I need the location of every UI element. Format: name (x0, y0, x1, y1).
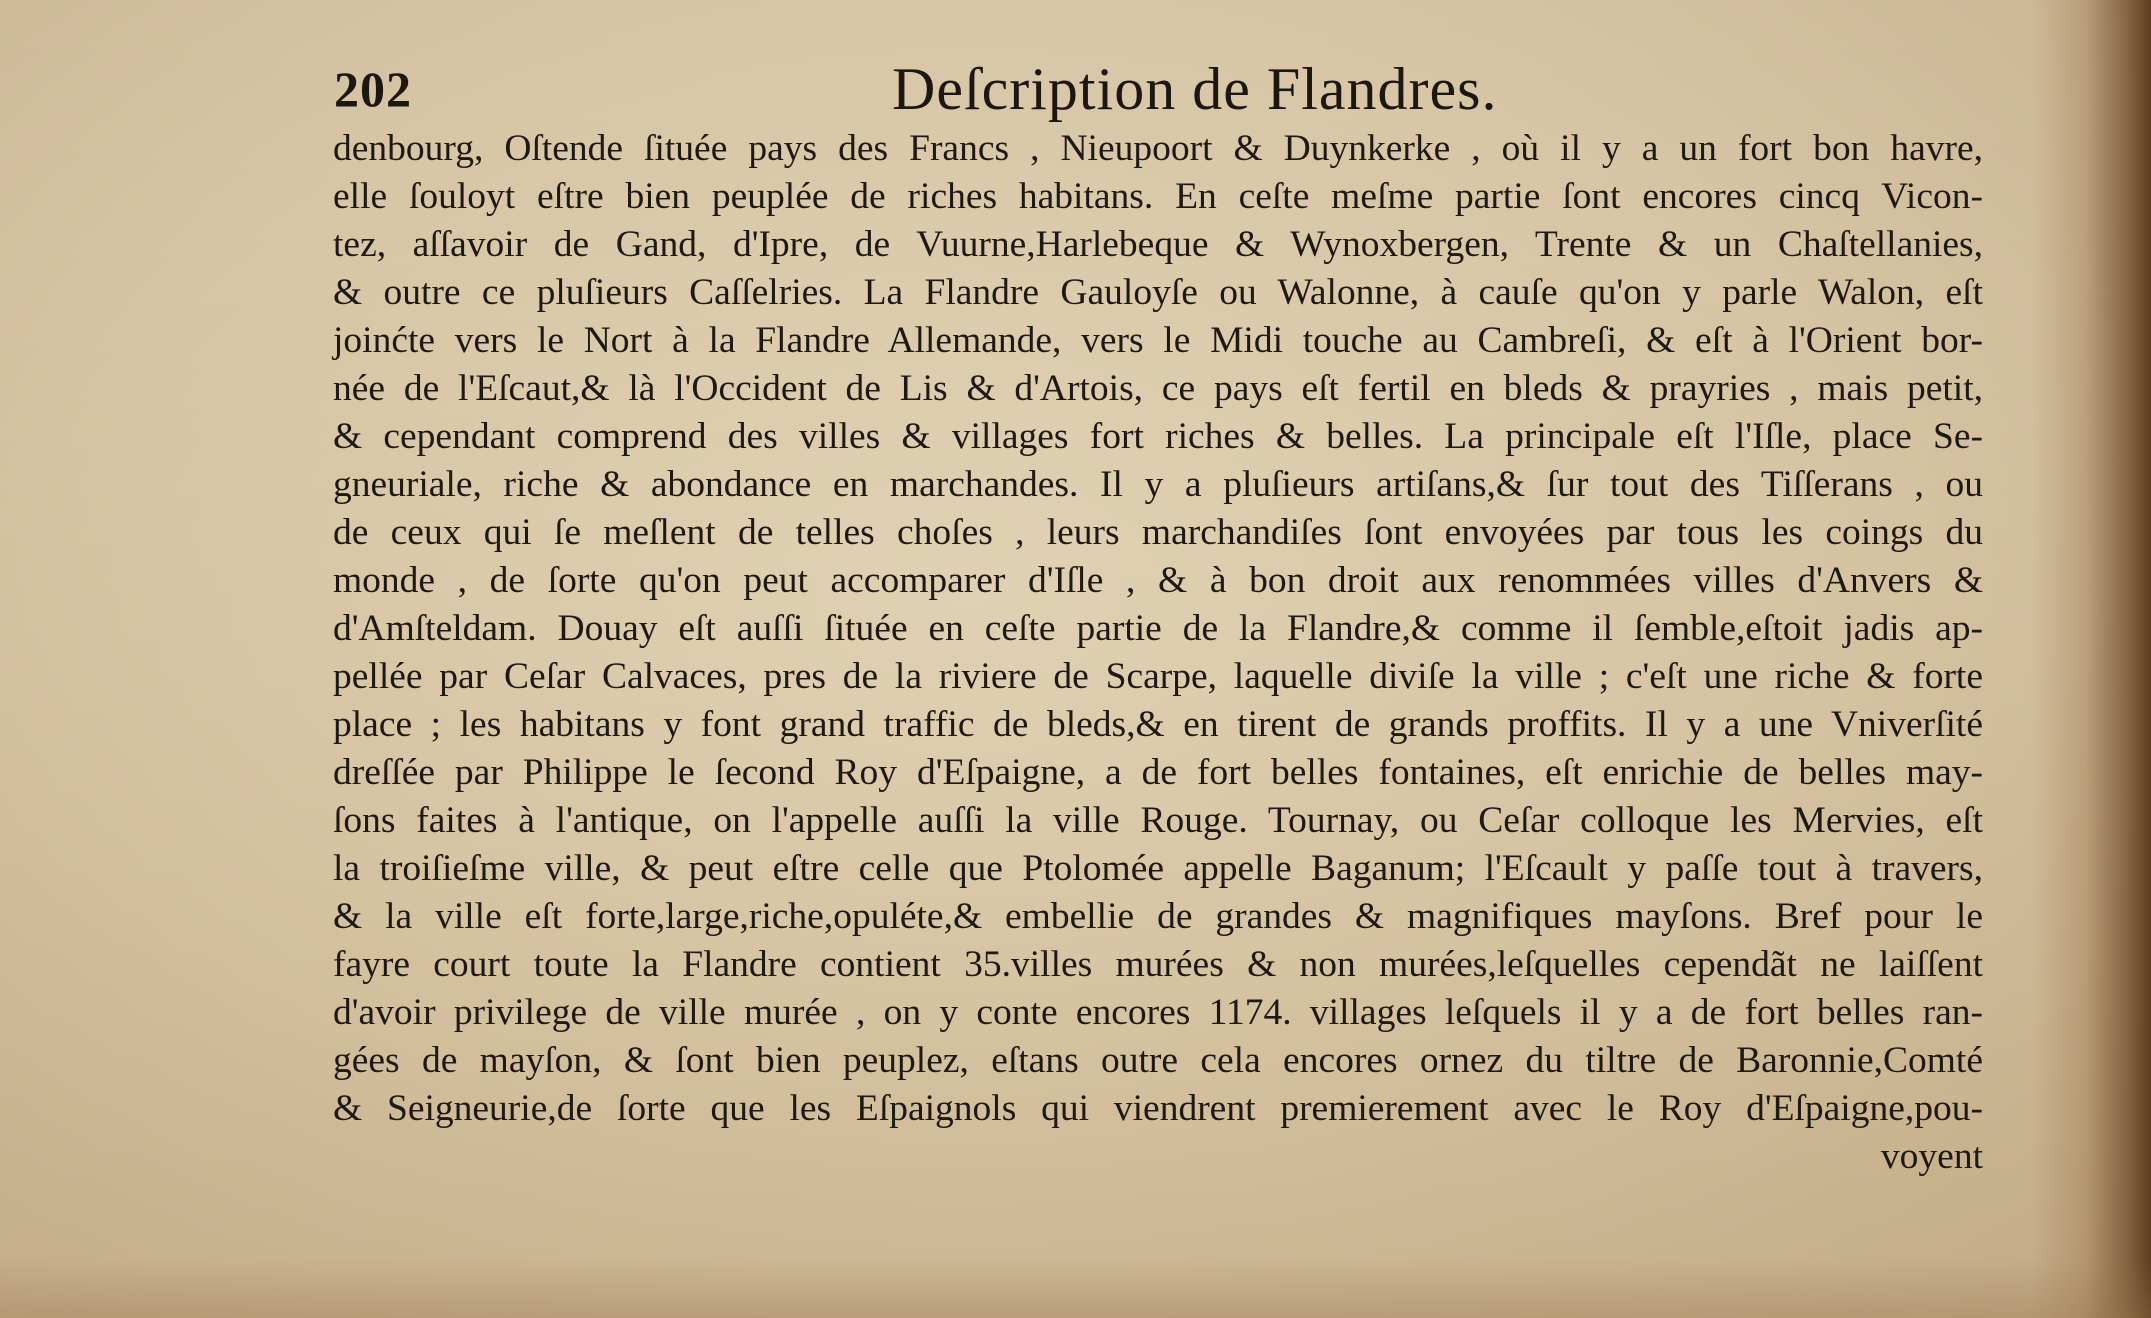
text-line: ſons faites à l'antique, on l'appelle auſſi la ville Rouge. Tournay, ou Ceſar colloque les Mervies, eſt (333, 800, 1983, 841)
text-line: & Seigneurie,de ſorte que les Eſpaignols qui viendrent premierement avec le Roy d'Eſpaigne,pou- (333, 1088, 1983, 1129)
text-line: d'avoir privilege de ville murée , on y conte encores 1174. villages leſquels il y a de fort belles ran- (333, 992, 1983, 1033)
page-edge-shadow-right (2031, 0, 2151, 1318)
text-line: née de l'Eſcaut,& là l'Occident de Lis & d'Artois, ce pays eſt fertil en bleds & prayries , mais petit, (333, 368, 1983, 409)
running-title: Deſcription de Flandres. (892, 56, 1498, 122)
page-edge-shadow-bottom (0, 1258, 2151, 1318)
text-line: elle ſouloyt eſtre bien peuplée de riches habitans. En ceſte meſme partie ſont encores cincq Vicon- (333, 176, 1983, 217)
text-line: denbourg, Oſtende ſituée pays des Francs , Nieupoort & Duynkerke , où il y a un fort bon havre, (333, 128, 1983, 169)
text-line: la troiſieſme ville, & peut eſtre celle que Ptolomée appelle Baganum; l'Eſcault y paſſe tout à travers, (333, 848, 1983, 889)
text-line: fayre court toute la Flandre contient 35.villes murées & non murées,leſquelles cependãt ne laiſſent (333, 944, 1983, 985)
text-line: tez, aſſavoir de Gand, d'Ipre, de Vuurne,Harlebeque & Wynoxbergen, Trente & un Chaſtellanies, (333, 224, 1983, 265)
text-line: joinćte vers le Nort à la Flandre Allemande, vers le Midi touche au Cambreſi, & eſt à l'Orient bor- (333, 320, 1983, 361)
text-line: monde , de ſorte qu'on peut accomparer d'Iſle , & à bon droit aux renommées villes d'Anvers & (333, 560, 1983, 601)
catchword: voyent (1880, 1136, 1983, 1177)
page-number: 202 (334, 61, 412, 117)
text-line: d'Amſteldam. Douay eſt auſſi ſituée en ceſte partie de la Flandre,& comme il ſemble,eſtoit jadis ap- (333, 608, 1983, 649)
text-line: & la ville eſt forte,large,riche,opuléte,& embellie de grandes & magnifiques mayſons. Bref pour le (333, 896, 1983, 937)
text-line: dreſſée par Philippe le ſecond Roy d'Eſpaigne, a de fort belles fontaines, eſt enrichie de belles may- (333, 752, 1983, 793)
text-line: & cependant comprend des villes & villages fort riches & belles. La principale eſt l'Iſle, place Se- (333, 416, 1983, 457)
text-line: de ceux qui ſe meſlent de telles choſes , leurs marchandiſes ſont envoyées par tous les coings du (333, 512, 1983, 553)
text-line: gneuriale, riche & abondance en marchandes. Il y a pluſieurs artiſans,& ſur tout des Tiſſerans , ou (333, 464, 1983, 505)
text-line: pellée par Ceſar Calvaces, pres de la riviere de Scarpe, laquelle diviſe la ville ; c'eſt une riche & forte (333, 656, 1983, 697)
text-line: place ; les habitans y font grand traffic de bleds,& en tirent de grands proffits. Il y a une Vniverſité (333, 704, 1983, 745)
body-text (333, 125, 1983, 1181)
text-line: gées de mayſon, & ſont bien peuplez, eſtans outre cela encores ornez du tiltre de Baronnie,Comté (333, 1040, 1983, 1081)
text-line: & outre ce pluſieurs Caſſelries. La Flandre Gauloyſe ou Walonne, à cauſe qu'on y parle Walon, eſt (333, 272, 1983, 313)
